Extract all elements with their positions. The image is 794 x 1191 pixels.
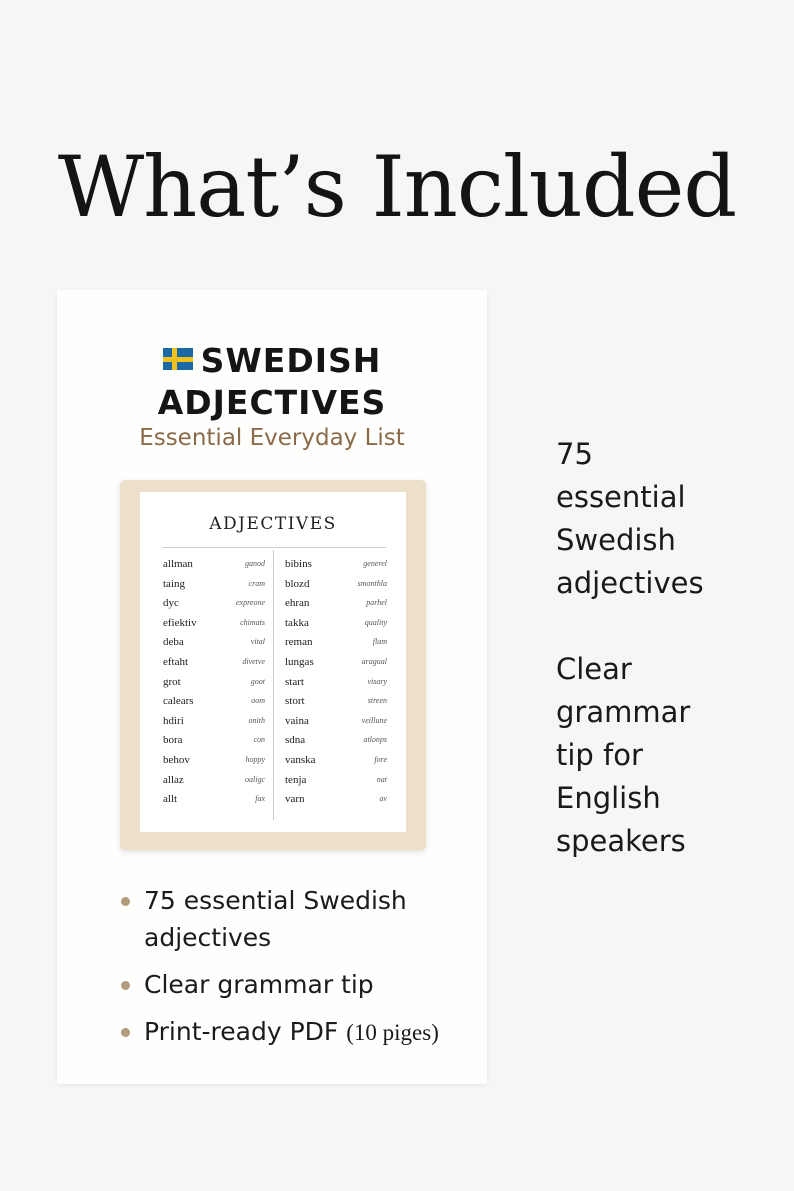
side-caption-2: Clear grammar tip for English speakers — [556, 652, 691, 858]
word-row — [163, 734, 265, 754]
swedish-word: varn — [285, 793, 305, 806]
bullet-dot — [121, 981, 130, 990]
english-translation: goot — [250, 676, 265, 686]
swedish-word: eftaht — [163, 655, 189, 668]
swedish-word: tenja — [285, 773, 307, 786]
word-row — [285, 617, 387, 637]
page-heading: What’s Included — [57, 138, 737, 236]
english-translation: fore — [374, 754, 387, 764]
word-row — [285, 597, 387, 617]
english-translation: av — [379, 794, 387, 804]
swedish-word: sdna — [285, 734, 306, 747]
swedish-word: bibins — [285, 558, 312, 570]
swedish-word: stort — [285, 695, 305, 708]
english-translation: hoppy — [245, 754, 265, 764]
feature-text: Print-ready PDF — [144, 1017, 347, 1046]
word-row — [285, 676, 387, 696]
left-column — [163, 558, 265, 813]
swedish-word: lungas — [285, 655, 314, 668]
feature-list — [117, 882, 477, 1061]
english-translation: onith — [248, 715, 265, 725]
preview-frame — [120, 480, 426, 850]
sheet-rule — [162, 547, 386, 548]
word-row — [285, 754, 387, 774]
swedish-flag-icon — [163, 348, 193, 370]
swedish-word: deba — [163, 636, 184, 649]
card-subtitle: Essential Everyday List — [139, 425, 405, 451]
word-row — [163, 715, 265, 735]
word-row — [163, 754, 265, 774]
title-line-1: SWEDISH — [200, 341, 382, 380]
swedish-word: grot — [163, 675, 181, 688]
swedish-word: takka — [285, 616, 309, 629]
right-column — [285, 558, 387, 813]
bullet-dot — [121, 897, 130, 906]
word-row — [285, 734, 387, 754]
bullet-dot — [121, 1028, 130, 1037]
swedish-word: calears — [163, 695, 194, 708]
english-translation: atlonps — [363, 735, 387, 745]
english-translation: generel — [363, 559, 387, 568]
swedish-word: allman — [163, 558, 193, 570]
swedish-word: allaz — [163, 773, 184, 786]
swedish-word: bora — [163, 734, 183, 747]
english-translation: expreone — [235, 598, 265, 608]
english-translation: con — [253, 735, 265, 745]
word-row — [285, 578, 387, 598]
word-row — [285, 774, 387, 794]
english-translation: visary — [367, 676, 387, 686]
word-row — [163, 636, 265, 656]
english-translation: fax — [255, 794, 265, 804]
english-translation: aragual — [361, 656, 387, 666]
word-row — [163, 695, 265, 715]
swedish-word: vanska — [285, 753, 316, 766]
word-row — [163, 774, 265, 794]
swedish-word: dyc — [163, 597, 179, 610]
feature-item — [117, 966, 477, 1003]
title-line-2: ADJECTIVES — [157, 383, 387, 422]
word-row — [163, 597, 265, 617]
feature-text-tail: (10 piges) — [346, 1020, 439, 1045]
swedish-word: reman — [285, 636, 313, 649]
english-translation: quality — [364, 617, 387, 627]
word-row — [163, 676, 265, 696]
english-translation: ganod — [245, 559, 265, 568]
english-translation: divetve — [242, 656, 265, 666]
swedish-word: ehran — [285, 597, 310, 610]
feature-item — [117, 1013, 477, 1051]
swedish-word: start — [285, 675, 304, 688]
card-title — [57, 340, 487, 424]
word-row — [285, 715, 387, 735]
column-divider — [273, 550, 274, 820]
english-translation: cram — [248, 578, 265, 588]
english-translation: flam — [372, 637, 387, 647]
feature-item — [117, 882, 477, 956]
feature-text: Clear grammar tip — [144, 970, 374, 999]
feature-text: 75 essential Swedish adjectives — [144, 886, 407, 952]
english-translation: veillune — [361, 715, 387, 725]
word-row — [285, 558, 387, 578]
word-row — [163, 793, 265, 813]
word-row — [285, 793, 387, 813]
english-translation: vital — [250, 637, 265, 647]
word-row — [285, 695, 387, 715]
swedish-word: efiektiv — [163, 616, 197, 629]
word-row — [163, 617, 265, 637]
swedish-word: behov — [163, 753, 190, 766]
product-card — [57, 290, 487, 1084]
english-translation: nat — [376, 774, 387, 784]
word-row — [285, 636, 387, 656]
swedish-word: allt — [163, 793, 178, 806]
swedish-word: taing — [163, 577, 185, 590]
english-translation: oom — [251, 696, 265, 706]
swedish-word: blozd — [285, 577, 310, 590]
word-row — [163, 656, 265, 676]
swedish-word: vaina — [285, 714, 309, 727]
word-row — [285, 656, 387, 676]
side-caption-1: 75 essential Swedish adjectives — [556, 437, 704, 600]
word-row — [163, 558, 265, 578]
english-translation: parhel — [366, 598, 387, 608]
english-translation: chimats — [240, 617, 265, 627]
swedish-word: hdiri — [163, 714, 184, 727]
preview-sheet — [140, 492, 406, 832]
english-translation: smonthla — [357, 578, 387, 588]
english-translation: oaligc — [245, 774, 265, 784]
english-translation: streen — [367, 696, 387, 706]
sheet-title: ADJECTIVES — [209, 514, 337, 534]
word-row — [163, 578, 265, 598]
